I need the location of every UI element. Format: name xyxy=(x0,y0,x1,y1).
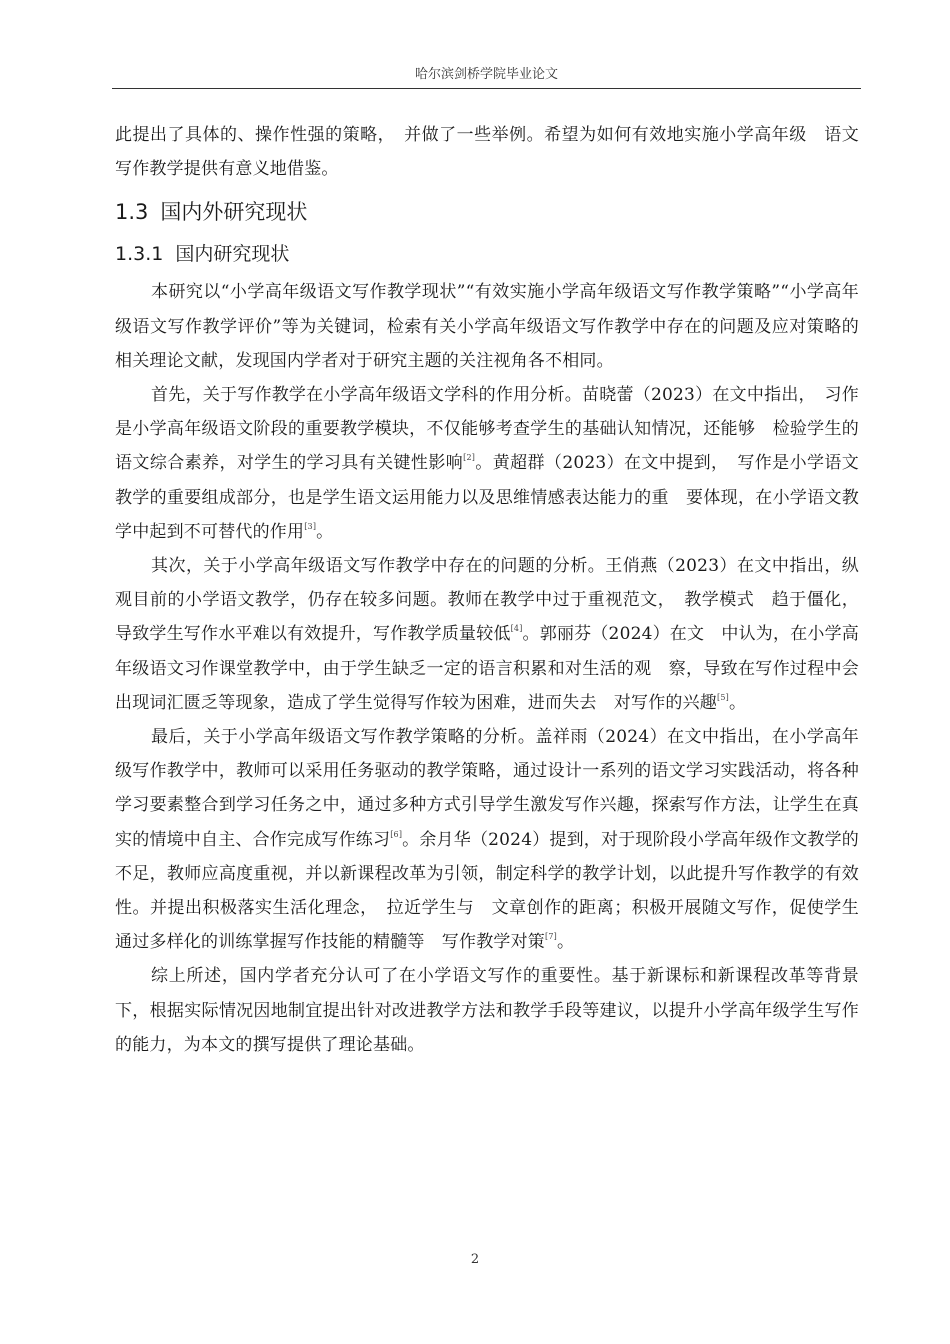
page-number: 2 xyxy=(470,1252,480,1267)
section-heading xyxy=(115,191,859,233)
paragraph-text: 。 xyxy=(556,932,575,953)
body-paragraph-3 xyxy=(115,549,859,720)
body-paragraph-1: 本研究以“小学高年级语文写作教学现状”“有效实施小学高年级语文写作教学策略”“小学高年级语文写作教学评价”等为关键词，检索有关小学高年级语文写作教学中存在的问题及应对策略的相关理论文献，发现国内学者对于研究主题的关注视角各不相同。 xyxy=(115,282,859,371)
subsection-title: 国内研究现状 xyxy=(175,243,290,266)
paragraph-text: 。黄超群（2023）在文中提到， 写作是小学语文教学的重要组成部分，也是学生语文运用能力以及思维情感表达能力的重 要体现，在小学语文教学中起到不可替代的作用 xyxy=(115,453,859,542)
paragraph-text: 。郭丽芬（2024）在文 中认为，在小学高年级语文习作课堂教学中，由于学生缺乏一定的语言积累和对生活的观 察，导致在写作过程中会出现词汇匮乏等现象，造成了学生觉得写作较为困难，进而失去 对写作的兴趣 xyxy=(115,624,860,713)
paragraph-text: 最后，关于小学高年级语文写作教学策略的分析。盖祥雨（2024）在文中指出，在小学高年级写作教学中，教师可以采用任务驱动的教学策略，通过设计一系列的语文学习实践活动，将各种学习要素整合到学习任务之中，通过多种方式引导学生激发写作兴趣，探索写作方法，让学生在真实的情境中自主、合作完成写作练习 xyxy=(115,727,859,850)
paragraph-text: 首先，关于写作教学在小学高年级语文学科的作用分析。苗晓蕾（2023）在文中指出， 习作是小学高年级语文阶段的重要教学模块，不仅能够考查学生的基础认知情况，还能够 检验学生的语文综合素养，对学生的学习具有关键性影响 xyxy=(115,385,859,474)
paragraph-text: 。 xyxy=(316,521,334,542)
body-paragraph-5: 综上所述，国内学者充分认可了在小学语文写作的重要性。基于新课标和新课程改革等背景下，根据实际情况因地制宜提出针对改进教学方法和教学手段等建议，以提升小学高年级学生写作的能力，为本文的撰写提供了理论基础。 xyxy=(115,966,859,1055)
subsection-heading xyxy=(115,233,859,275)
citation-ref[interactable]: [3] xyxy=(304,521,317,531)
paragraph-text: 。余月华（2024）提到，对于现阶段小学高年级作文教学的不足，教师应高度重视，并以新课程改革为引领，制定科学的教学计划，以此提升写作教学的有效性。并提出积极落实生活化理念， 拉近学生与 文章创作的距离；积极开展随文写作，促使学生通过多样化的训练掌握写作技能的精髓等 写作教学对策 xyxy=(115,829,860,953)
header-title: 哈尔滨剑桥学院毕业论文 xyxy=(414,67,558,82)
section-title: 国内外研究现状 xyxy=(160,200,308,225)
intro-paragraph: 此提出了具体的、操作性强的策略， 并做了一些举例。希望为如何有效地实施小学高年级 语文写作教学提供有意义地借鉴。 xyxy=(115,125,859,180)
subsection-number: 1.3.1 xyxy=(115,243,164,266)
citation-ref[interactable]: [6] xyxy=(390,829,403,839)
paragraph-text: 。 xyxy=(728,692,747,713)
citation-ref[interactable]: [4] xyxy=(510,624,523,634)
body-paragraph-2 xyxy=(115,378,859,549)
citation-ref[interactable]: [5] xyxy=(717,692,729,702)
paragraph-text: 其次，关于小学高年级语文写作教学中存在的问题的分析。王俏燕（2023）在文中指出，纵观目前的小学语文教学，仍存在较多问题。教师在教学中过于重视范文， 教学模式 趋于僵化，导致学生写作水平难以有效提升，写作教学质量较低 xyxy=(115,556,859,645)
section-number: 1.3 xyxy=(115,200,149,225)
document-body xyxy=(115,118,859,1062)
page-header xyxy=(112,62,861,89)
body-paragraph-4 xyxy=(115,720,859,959)
citation-ref[interactable]: [2] xyxy=(463,453,476,463)
citation-ref[interactable]: [7] xyxy=(545,932,557,942)
